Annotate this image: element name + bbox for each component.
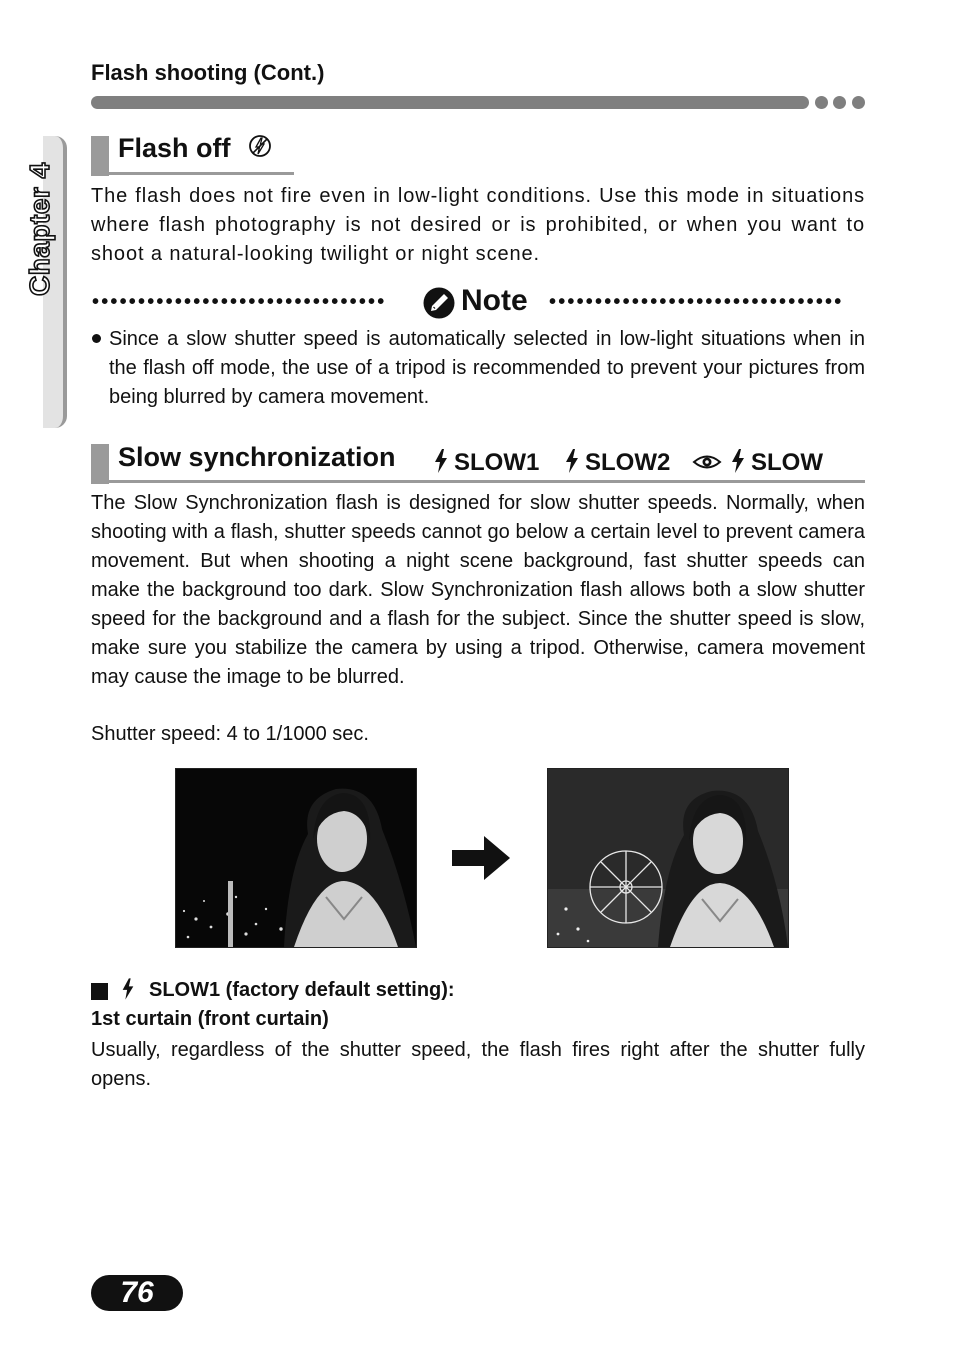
flash-off-body: The flash does not fire even in low-light conditions. Use this mode in situations where flash photography is not desired or is prohibited, or when you want to shoot a natural-looking twilight or night scene. <box>91 185 865 265</box>
page-number: 76 <box>91 1275 183 1311</box>
mode-slow2: SLOW2 <box>585 449 671 476</box>
flash-icon <box>120 977 136 1006</box>
section-marker <box>91 444 109 484</box>
flash-icon <box>729 448 747 479</box>
section-underline <box>91 172 294 175</box>
slow1-body: Usually, regardless of the shutter speed, the flash fires right after the shutter fully opens. <box>91 1039 865 1090</box>
header-dot <box>852 96 865 109</box>
slow1-heading: SLOW1 (factory default setting): <box>149 979 455 1001</box>
flash-icon <box>563 448 581 479</box>
note-title: Note <box>461 284 528 317</box>
arrow-right-icon <box>450 834 512 887</box>
note-bullet-text: Since a slow shutter speed is automatically selected in low-light situations when in the flash off mode, the use of a tripod is recommended to prevent your pictures from being blurred by camera movement. <box>109 328 865 408</box>
photo-before <box>175 768 417 948</box>
slow-sync-body: The Slow Synchronization flash is designed for slow shutter speeds. Normally, when shooting with a flash, shutter speeds cannot go below a certain level to prevent camera movement. But when shooting a night scene background, fast shutter speeds can make the background too dark. Slow Synchronization flash allows both a slow shutter speed for the background and a flash for the subject. Since the shutter speed is slow, make sure you stabilize the camera by using a tripod. Otherwise, camera movement may cause the image to be blurred. <box>91 492 865 688</box>
header-rule <box>91 96 809 109</box>
note-pencil-icon <box>423 287 455 324</box>
square-bullet-icon <box>91 983 108 1000</box>
mode-slow1: SLOW1 <box>454 449 540 476</box>
section-title-slow-sync: Slow synchronization <box>118 442 396 472</box>
section-marker <box>91 136 109 176</box>
flash-icon <box>432 448 450 479</box>
section-title-flash-off <box>118 133 272 165</box>
bullet <box>92 334 101 343</box>
flash-off-title: Flash off <box>118 133 231 163</box>
mode-slow: SLOW <box>751 449 823 476</box>
red-eye-icon <box>692 452 722 477</box>
note-dots-right: •••••••••••••••••••••••••••••••• <box>549 292 844 312</box>
note-dots-left: •••••••••••••••••••••••••••••••• <box>92 292 387 312</box>
photo-after <box>547 768 789 948</box>
header-dot <box>833 96 846 109</box>
slow1-subheading: 1st curtain (front curtain) <box>91 1008 329 1030</box>
shutter-speed: Shutter speed: 4 to 1/1000 sec. <box>91 723 369 745</box>
running-title: Flash shooting (Cont.) <box>91 60 325 85</box>
chapter-label: Chapter 4 <box>24 162 55 296</box>
flash-off-icon <box>248 134 272 165</box>
section-underline <box>91 480 865 483</box>
header-dot <box>815 96 828 109</box>
